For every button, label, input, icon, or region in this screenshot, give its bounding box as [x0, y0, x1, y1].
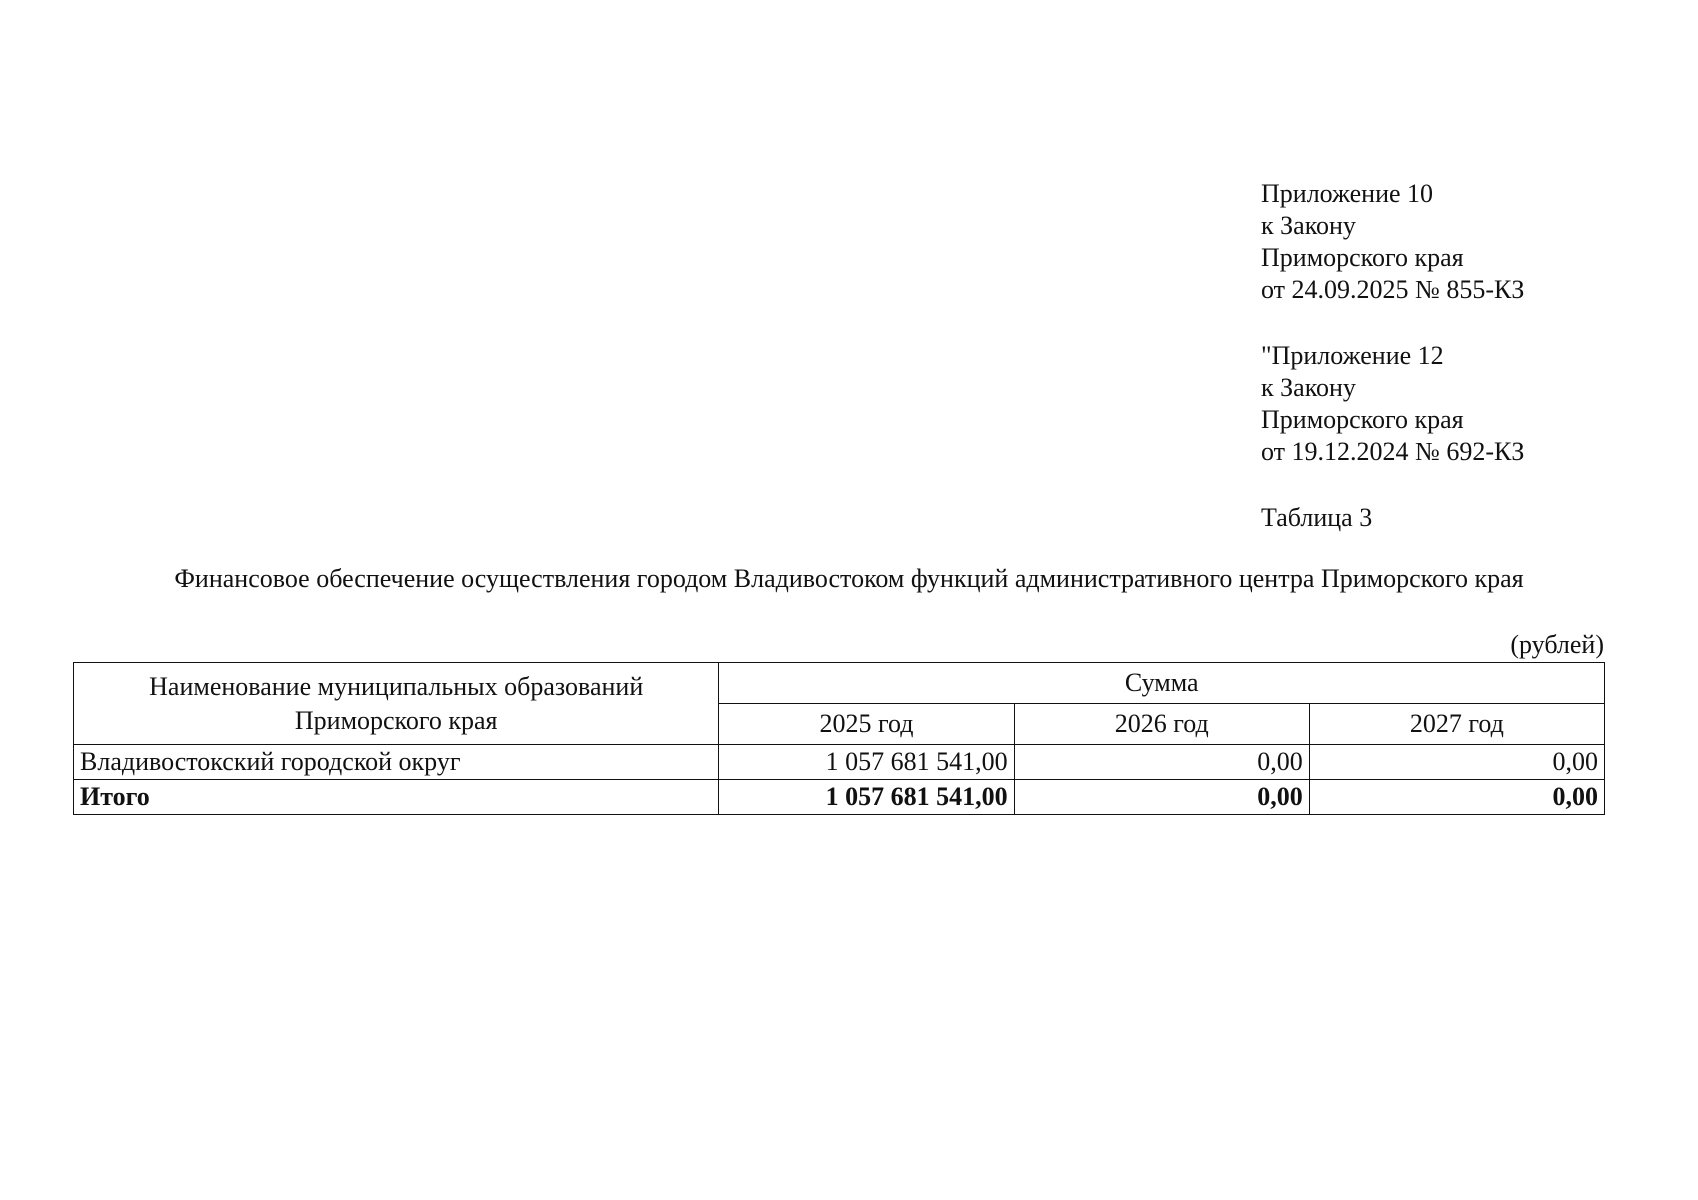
table-label: Таблица 3 — [1261, 503, 1373, 532]
row-value-2026: 0,00 — [1014, 745, 1309, 780]
appendix-amended-line-4: от 19.12.2024 № 692-КЗ — [1261, 437, 1525, 466]
appendix-current-line-1: Приложение 10 — [1261, 179, 1434, 208]
total-value-2027: 0,00 — [1309, 780, 1604, 815]
appendix-current-block — [1261, 178, 1524, 306]
table-total-row — [74, 780, 1605, 815]
appendix-current-line-3: Приморского края — [1261, 243, 1464, 272]
units-label: (рублей) — [1510, 630, 1604, 659]
appendix-amended-line-3: Приморского края — [1261, 405, 1464, 434]
appendix-current-line-2: к Закону — [1261, 211, 1356, 240]
row-value-2025: 1 057 681 541,00 — [719, 745, 1014, 780]
row-municipality-name: Владивостокский городской округ — [74, 745, 719, 780]
appendix-amended-line-1: "Приложение 12 — [1261, 341, 1444, 370]
total-value-2025: 1 057 681 541,00 — [719, 780, 1014, 815]
total-value-2026: 0,00 — [1014, 780, 1309, 815]
total-label: Итого — [74, 780, 719, 815]
header-year-2025: 2025 год — [719, 704, 1014, 745]
header-year-2026: 2026 год — [1014, 704, 1309, 745]
document-title: Финансовое обеспечение осуществления городом Владивостоком функций административного центра Приморского края — [174, 564, 1524, 593]
header-year-2027: 2027 год — [1309, 704, 1604, 745]
appendix-amended-block — [1261, 340, 1524, 468]
appendix-amended-line-2: к Закону — [1261, 373, 1356, 402]
row-value-2027: 0,00 — [1309, 745, 1604, 780]
financing-table — [73, 662, 1605, 815]
table-row — [74, 745, 1605, 780]
header-municipality-name: Наименование муниципальных образований Приморского края — [74, 663, 719, 745]
appendix-current-line-4: от 24.09.2025 № 855-КЗ — [1261, 275, 1525, 304]
header-sum: Сумма — [719, 663, 1605, 704]
table-header-row — [74, 663, 1605, 704]
